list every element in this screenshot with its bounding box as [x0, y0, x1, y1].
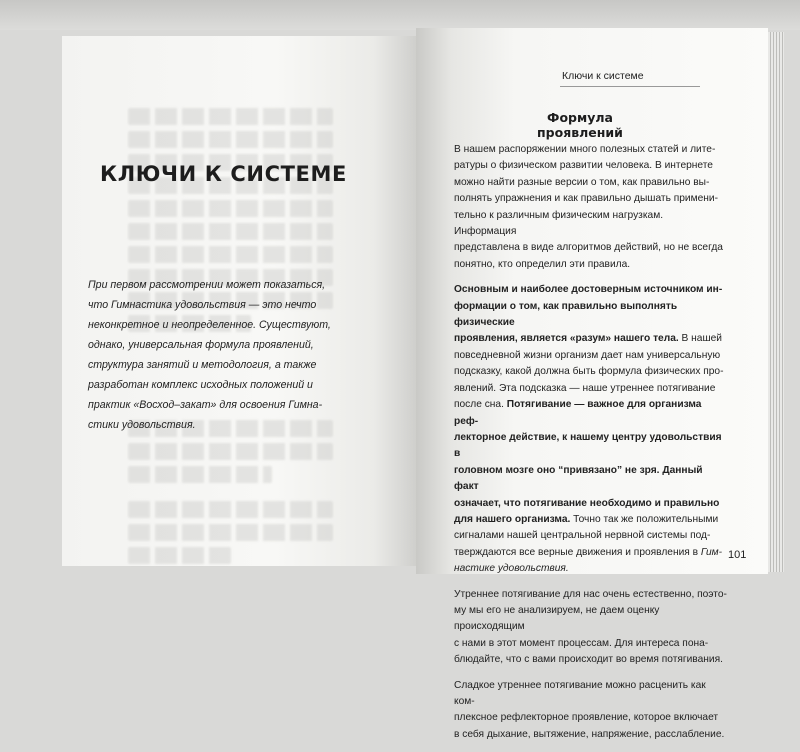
text-line	[454, 545, 728, 561]
text-line	[454, 496, 728, 512]
intro-line: разработан комплекс исходных положений и	[88, 379, 313, 391]
text-line	[454, 175, 728, 191]
text-run: можно найти разные версии о том, как правильно вы-	[454, 176, 710, 188]
text-run: головном мозге оно “привязано” не зря. Данный факт	[454, 464, 703, 493]
text-line	[454, 463, 728, 496]
text-line	[454, 208, 728, 241]
text-run: ратуры о физическом развитии человека. В интернете	[454, 160, 713, 172]
text-run: В нашем распоряжении много полезных статей и лите-	[454, 144, 716, 155]
text-run: тверждаются все верные движения и проявления в	[454, 546, 701, 558]
show-through-text-lower	[128, 420, 333, 570]
text-line	[454, 240, 728, 256]
text-run: проявления, является «разум» нашего тела.	[454, 333, 679, 345]
intro-line: однако, универсальная формула проявлений,	[88, 339, 314, 351]
text-run: для нашего организма.	[454, 513, 571, 525]
running-head-rule	[560, 86, 700, 87]
text-line	[454, 652, 728, 668]
body-text	[454, 142, 728, 752]
text-line	[454, 191, 728, 207]
text-run: в себя дыхание, вытяжение, напряжение, расслабление.	[454, 728, 725, 740]
text-line	[454, 430, 728, 463]
intro-line: практик «Восход–закат» для освоения Гимна-	[88, 399, 323, 411]
text-line	[454, 397, 728, 430]
text-line	[454, 727, 728, 743]
text-run: Гим-	[700, 546, 723, 558]
text-run: подсказку, какой должна быть формула физических про-	[454, 366, 724, 378]
text-line	[454, 561, 728, 577]
intro-line: что Гимнастика удовольствия — это нечто	[88, 299, 317, 311]
text-line	[454, 512, 728, 528]
text-line	[454, 603, 728, 636]
paragraph	[454, 282, 728, 577]
text-run: лекторное действие, к нашему центру удовольствия в	[454, 431, 722, 460]
text-run: В нашей	[678, 333, 722, 345]
intro-line: При первом рассмотрении может показаться,	[88, 279, 326, 291]
paragraph	[454, 142, 728, 273]
text-run: Утреннее потягивание для нас очень естественно, поэто-	[454, 588, 727, 600]
chapter-title: КЛЮЧИ К СИСТЕМЕ	[100, 162, 347, 186]
text-run: формации о том, как правильно выполнять физические	[454, 300, 678, 329]
text-line	[454, 528, 728, 544]
text-run: представлена в виде алгоритмов действий, но не всегда	[454, 242, 723, 254]
text-line	[454, 282, 728, 298]
text-run: настике удовольствия.	[454, 563, 569, 575]
text-line	[454, 348, 728, 364]
text-run: плексное рефлекторное проявление, которое включает	[454, 712, 719, 724]
section-heading: Формула проявлений	[537, 110, 623, 140]
text-run: Основным и наиболее достоверным источником ин-	[454, 284, 723, 296]
text-line	[454, 257, 728, 273]
page-number: 101	[728, 549, 747, 561]
text-line	[454, 364, 728, 380]
text-line	[454, 331, 728, 347]
text-run: Сладкое утреннее потягивание можно расценить как ком-	[454, 679, 706, 707]
intro-line: стики удовольствия.	[88, 419, 196, 431]
background-shadow	[0, 0, 800, 30]
text-line	[454, 587, 728, 603]
text-run: означает, что потягивание необходимо и правильно	[454, 497, 720, 509]
text-run: му мы его не анализируем, не даем оценку происходящим	[454, 604, 660, 633]
text-run: полнять упражнения и как правильно дышать примени-	[454, 193, 718, 205]
text-run: сигналами нашей центральной нервной системы под-	[454, 530, 711, 542]
intro-line: структура занятий и методология, а также	[88, 359, 317, 371]
intro-line: неконкретное и неопределенное. Существуют,	[88, 319, 331, 331]
text-run: с нами в этот момент процессам. Для интереса пона-	[454, 637, 709, 649]
text-run: блюдайте, что с вами происходит во время потягивания.	[454, 654, 723, 666]
text-line	[454, 158, 728, 174]
text-run: тельно к различным физическим нагрузкам. Информация	[454, 209, 664, 238]
text-run: явлений. Эта подсказка — наше утреннее потягивание	[454, 382, 716, 394]
text-line	[454, 710, 728, 726]
text-line	[454, 142, 728, 158]
text-line	[454, 381, 728, 397]
text-line	[454, 678, 728, 711]
text-run: Потягивание — важное для организма реф-	[454, 399, 702, 427]
text-run: Точно так же положительными	[570, 513, 719, 525]
text-line	[454, 636, 728, 652]
text-line	[454, 299, 728, 332]
text-run: после сна.	[454, 399, 507, 411]
text-run: повседневной жизни организм дает нам универсальную	[454, 349, 721, 361]
page-edges	[768, 32, 784, 572]
paragraph	[454, 678, 728, 744]
paragraph	[454, 587, 728, 669]
running-head: Ключи к системе	[562, 70, 644, 82]
text-run: понятно, кто определил эти правила.	[454, 258, 631, 270]
chapter-intro	[88, 275, 340, 435]
